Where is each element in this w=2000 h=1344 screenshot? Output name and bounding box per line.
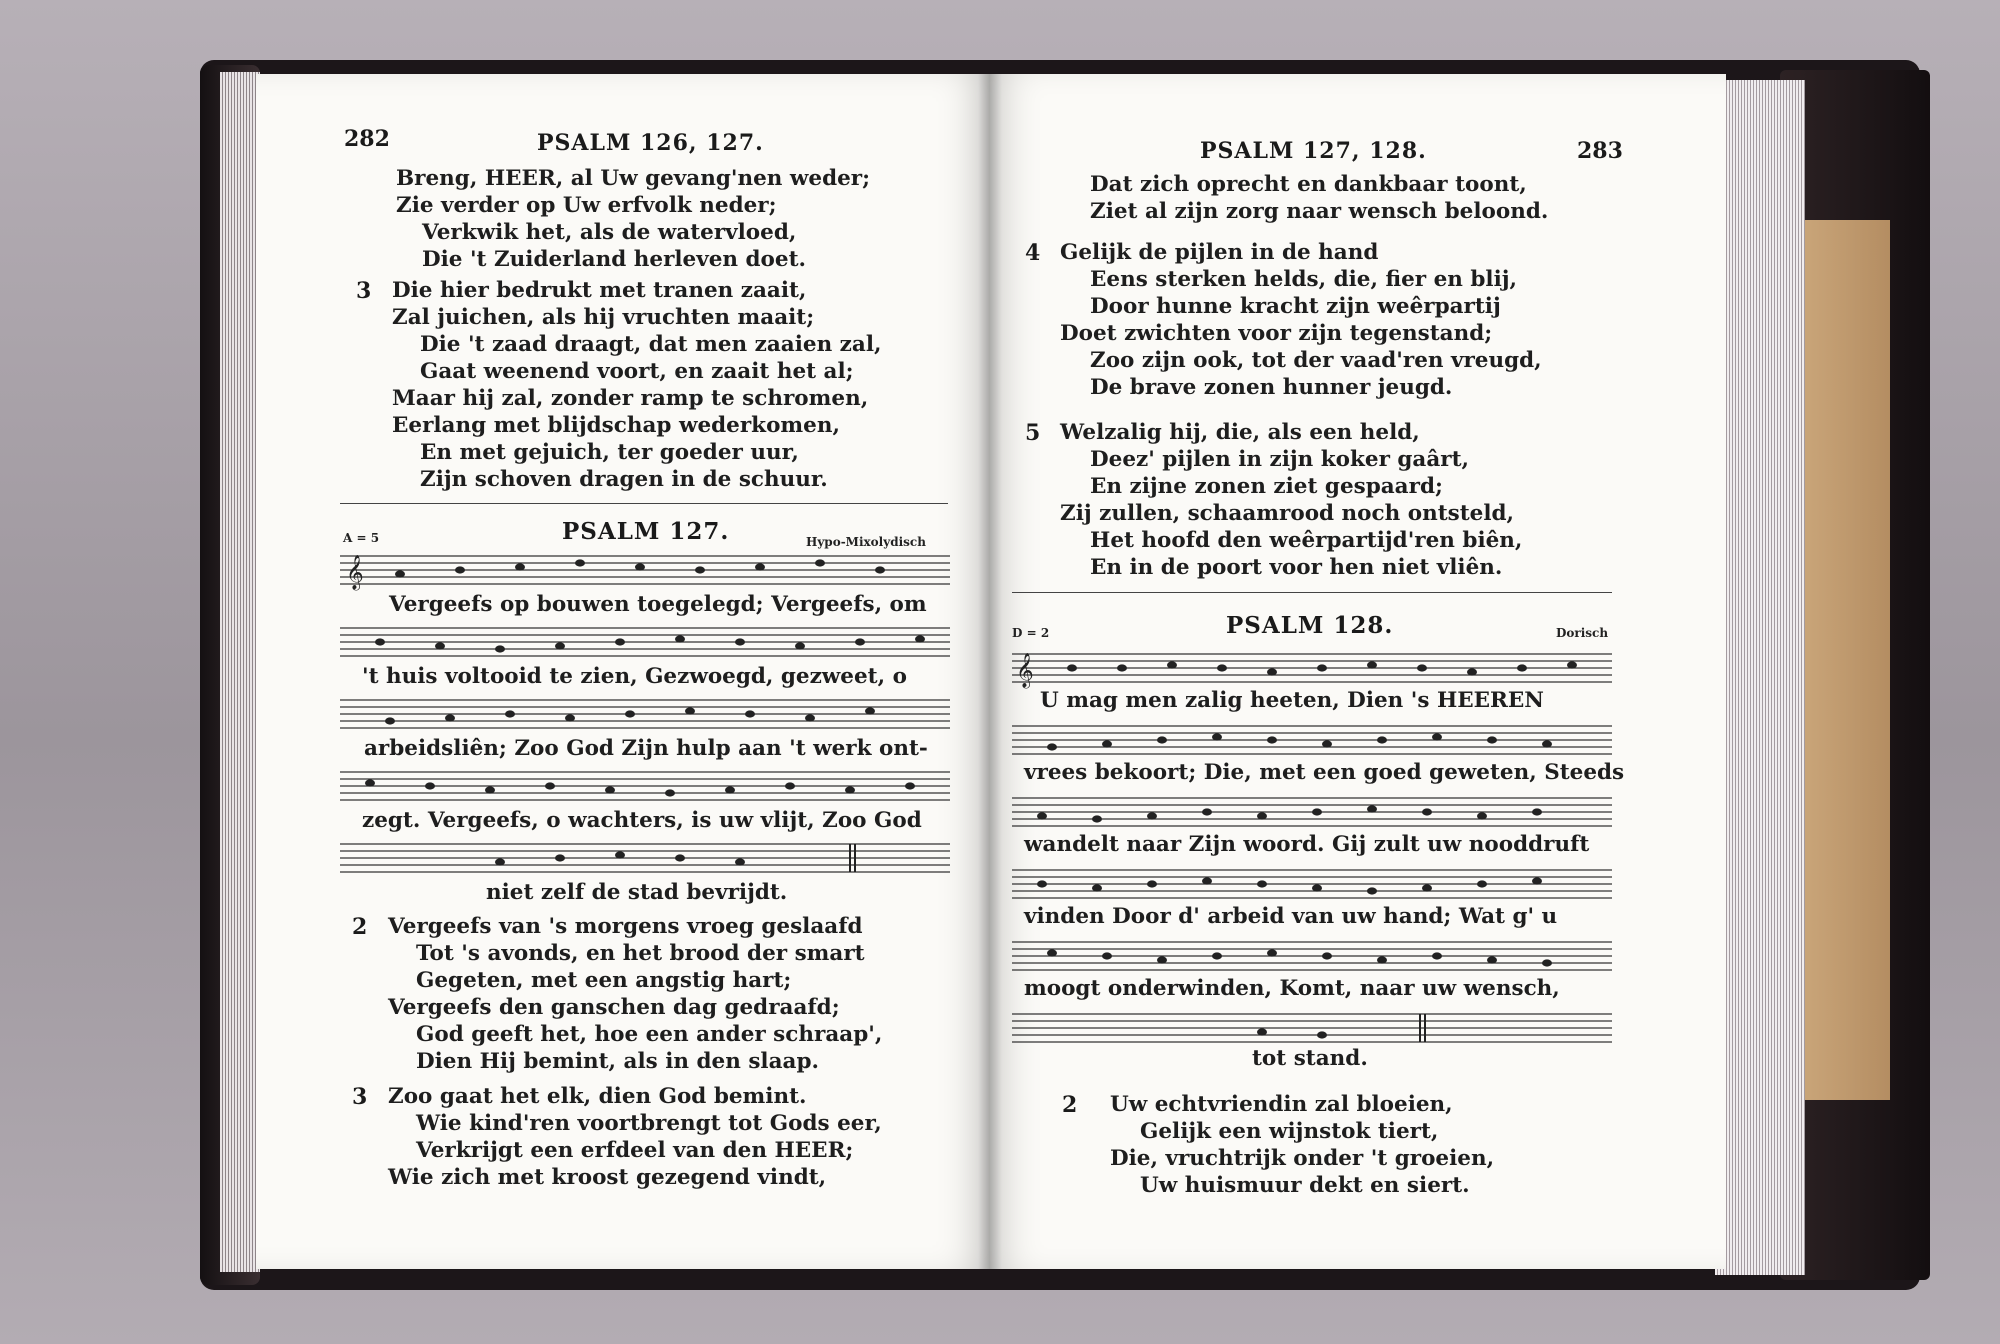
left-v3-line-2: Zal juichen, als hij vruchten maait; — [392, 305, 815, 330]
left-v2-line-3: Gegeten, met een angstig hart; — [416, 968, 792, 993]
right-psalm-title: PSALM 128. — [1226, 612, 1394, 639]
right-v2-line-1: Uw echtvriendin zal bloeien, — [1110, 1092, 1453, 1117]
left-lyric-4: zegt. Vergeefs, o wachters, is uw vlijt, Zoo God — [362, 808, 922, 833]
right-v5-line-1: Welzalig hij, die, als een held, — [1060, 420, 1420, 445]
right-v5-line-5: Het hoofd den weêrpartijd'ren biên, — [1090, 528, 1523, 553]
right-lyric-3: wandelt naar Zijn woord. Gij zult uw nooddruft — [1024, 832, 1590, 857]
left-cont-line-3: Verkwik het, als de watervloed, — [422, 220, 797, 245]
right-v4-line-5: Zoo zijn ook, tot der vaad'ren vreugd, — [1090, 348, 1542, 373]
left-v2-line-6: Dien Hij bemint, als in den slaap. — [416, 1049, 819, 1074]
right-v4-line-4: Doet zwichten voor zijn tegenstand; — [1060, 321, 1493, 346]
left-section-rule — [340, 503, 948, 504]
right-page-number: 283 — [1577, 138, 1623, 164]
right-v4-line-2: Eens sterken helds, die, fier en blij, — [1090, 267, 1518, 292]
right-staff-1 — [1012, 648, 1612, 688]
left-psalm-title: PSALM 127. — [562, 518, 730, 545]
right-v5-line-4: Zij zullen, schaamrood noch ontsteld, — [1060, 501, 1515, 526]
left-cont-line-4: Die 't Zuiderland herleven doet. — [422, 247, 806, 272]
left-v3b-line-3: Verkrijgt een erfdeel van den HEER; — [416, 1138, 854, 1163]
left-v3-line-1: Die hier bedrukt met tranen zaait, — [392, 278, 807, 303]
left-v3-line-6: Eerlang met blijdschap wederkomen, — [392, 413, 840, 438]
right-v2-line-4: Uw huismuur dekt en siert. — [1140, 1173, 1470, 1198]
left-running-head: PSALM 126, 127. — [537, 130, 764, 156]
right-v2-line-2: Gelijk een wijnstok tiert, — [1140, 1119, 1439, 1144]
right-staff-4 — [1012, 864, 1612, 904]
left-verse-2-number: 2 — [352, 914, 368, 940]
right-cont-line-1: Dat zich oprecht en dankbaar toont, — [1090, 172, 1527, 197]
left-lyric-5: niet zelf de stad bevrijdt. — [486, 880, 788, 905]
right-staff-5 — [1012, 936, 1612, 976]
right-staff-3 — [1012, 792, 1612, 832]
right-lyric-2: vrees bekoort; Die, met een goed geweten, Steeds — [1024, 760, 1625, 785]
right-lyric-6: tot stand. — [1252, 1046, 1368, 1071]
left-v3b-line-4: Wie zich met kroost gezegend vindt, — [388, 1165, 827, 1190]
right-v5-line-6: En in de poort voor hen niet vliên. — [1090, 555, 1503, 580]
left-v2-line-2: Tot 's avonds, en het brood der smart — [416, 941, 865, 966]
left-verse-3-number: 3 — [356, 278, 372, 304]
treble-clef-icon: 𝄞 — [346, 555, 364, 590]
left-staff-4 — [340, 766, 950, 806]
left-verse-3b-number: 3 — [352, 1084, 368, 1110]
cover-inner-board — [1800, 220, 1890, 1100]
left-v3-line-7: En met gejuich, ter goeder uur, — [420, 440, 799, 465]
right-lyric-5: moogt onderwinden, Komt, naar uw wensch, — [1024, 976, 1560, 1001]
right-cont-line-2: Ziet al zijn zorg naar wensch beloond. — [1090, 199, 1549, 224]
left-v3b-line-1: Zoo gaat het elk, dien God bemint. — [388, 1084, 807, 1109]
left-v3-line-3: Die 't zaad draagt, dat men zaaien zal, — [420, 332, 882, 357]
right-verse-2-number: 2 — [1062, 1092, 1078, 1118]
right-lyric-4: vinden Door d' arbeid van uw hand; Wat g' u — [1024, 904, 1558, 929]
left-staff-5 — [340, 838, 950, 878]
page-edges-right — [1715, 80, 1805, 1275]
right-key-mark: D = 2 — [1012, 626, 1050, 640]
right-section-rule — [1012, 592, 1612, 593]
right-v5-line-2: Deez' pijlen in zijn koker gaârt, — [1090, 447, 1470, 472]
left-v2-line-4: Vergeefs den ganschen dag gedraafd; — [388, 995, 840, 1020]
left-v2-line-1: Vergeefs van 's morgens vroeg geslaafd — [388, 914, 863, 939]
left-mode-label: Hypo-Mixolydisch — [806, 535, 926, 549]
right-verse-4-number: 4 — [1025, 240, 1041, 266]
left-lyric-2: 't huis voltooid te zien, Gezwoegd, gezweet, o — [362, 664, 907, 689]
left-key-mark: A = 5 — [343, 531, 380, 545]
left-cont-line-1: Breng, HEER, al Uw gevang'nen weder; — [396, 166, 871, 191]
left-staff-2 — [340, 622, 950, 662]
right-v4-line-3: Door hunne kracht zijn weêrpartij — [1090, 294, 1501, 319]
right-v5-line-3: En zijne zonen ziet gespaard; — [1090, 474, 1443, 499]
right-v4-line-1: Gelijk de pijlen in de hand — [1060, 240, 1379, 265]
book-gutter — [978, 74, 1002, 1269]
left-v2-line-5: God geeft het, hoe een ander schraap', — [416, 1022, 883, 1047]
left-lyric-3: arbeidsliên; Zoo God Zijn hulp aan 't werk ont- — [364, 736, 928, 761]
right-staff-6 — [1012, 1008, 1612, 1048]
right-mode-label: Dorisch — [1556, 626, 1609, 640]
right-lyric-1: U mag men zalig heeten, Dien 's HEEREN — [1040, 688, 1544, 713]
right-v2-line-3: Die, vruchtrijk onder 't groeien, — [1110, 1146, 1495, 1171]
right-running-head: PSALM 127, 128. — [1200, 138, 1427, 164]
left-v3-line-8: Zijn schoven dragen in de schuur. — [420, 467, 828, 492]
left-v3-line-4: Gaat weenend voort, en zaait het al; — [420, 359, 854, 384]
right-verse-5-number: 5 — [1025, 420, 1041, 446]
right-v4-line-6: De brave zonen hunner jeugd. — [1090, 375, 1453, 400]
right-staff-2 — [1012, 720, 1612, 760]
left-cont-line-2: Zie verder op Uw erfvolk neder; — [396, 193, 777, 218]
page-edges-left — [220, 72, 260, 1272]
left-page-number: 282 — [344, 126, 390, 152]
left-v3-line-5: Maar hij zal, zonder ramp te schromen, — [392, 386, 869, 411]
treble-clef-icon: 𝄞 — [1016, 653, 1034, 688]
left-lyric-1: Vergeefs op bouwen toegelegd; Vergeefs, om — [389, 592, 927, 617]
left-v3b-line-2: Wie kind'ren voortbrengt tot Gods eer, — [416, 1111, 882, 1136]
left-staff-1 — [340, 550, 950, 590]
left-staff-3 — [340, 694, 950, 734]
